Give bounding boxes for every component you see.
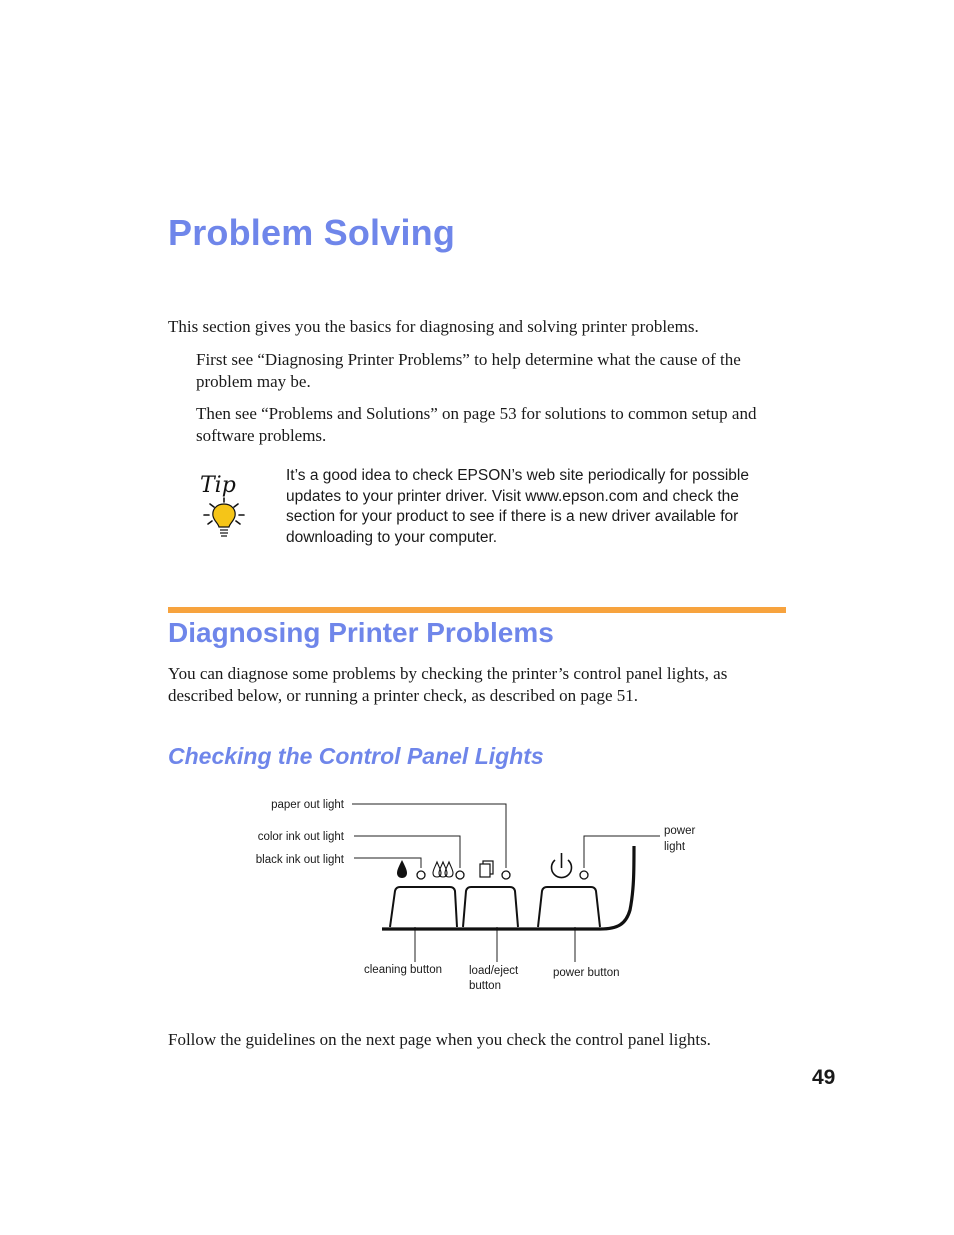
- black-ink-drop-icon: [397, 860, 407, 878]
- power-button-label: power button: [553, 967, 620, 979]
- step-1-paragraph: First see “Diagnosing Printer Problems” to help determine what the cause of the problem may be.: [196, 350, 741, 391]
- paper-icon: [480, 861, 493, 877]
- paper-out-light: [502, 871, 510, 879]
- page-number: 49: [812, 1066, 836, 1089]
- power-light-leader: [584, 836, 660, 868]
- load-eject-button-label-line-1: load/eject: [469, 965, 519, 977]
- paper-out-light-label: paper out light: [271, 799, 344, 811]
- tip-text: It’s a good idea to check EPSON’s web site periodically for possible updates to your printer driver. Visit www.epson.com and check the section for your product to see if there is a new driver available for downloading to your computer.: [286, 467, 749, 546]
- color-ink-out-light-label: color ink out light: [257, 831, 344, 843]
- black-ink-out-light: [417, 871, 425, 879]
- section-heading: Diagnosing Printer Problems: [168, 617, 554, 648]
- black-ink-out-light-label: black ink out light: [255, 854, 344, 866]
- cleaning-button: [390, 887, 457, 927]
- tip-lightbulb-icon: [196, 468, 252, 540]
- tip-label: Tip: [200, 473, 236, 498]
- intro-paragraph: This section gives you the basics for diagnosing and solving printer problems.: [168, 317, 699, 336]
- control-panel-diagram: [240, 790, 720, 1000]
- page-title: Problem Solving: [168, 212, 456, 253]
- power-light-label-line-1: power: [664, 825, 696, 837]
- load-eject-button-label-line-2: button: [469, 980, 501, 992]
- subsection-heading: Checking the Control Panel Lights: [168, 743, 544, 769]
- color-ink-out-light: [456, 871, 464, 879]
- power-light-label-line-2: light: [664, 841, 686, 853]
- power-symbol-icon: [552, 853, 572, 878]
- step-2-paragraph: Then see “Problems and Solutions” on page 53 for solutions to common setup and software problems.: [196, 404, 757, 445]
- section-paragraph: You can diagnose some problems by checking the printer’s control panel lights, as described below, or running a printer check, as described on page 51.: [168, 664, 728, 705]
- load-eject-button: [463, 887, 518, 927]
- section-divider: [168, 607, 786, 613]
- power-button: [538, 887, 600, 927]
- power-light: [580, 871, 588, 879]
- color-ink-drops-icon: [433, 862, 453, 877]
- cleaning-button-label: cleaning button: [364, 964, 443, 976]
- footer-paragraph: Follow the guidelines on the next page when you check the control panel lights.: [168, 1030, 711, 1049]
- black-ink-leader: [354, 858, 421, 868]
- color-ink-leader: [354, 836, 460, 868]
